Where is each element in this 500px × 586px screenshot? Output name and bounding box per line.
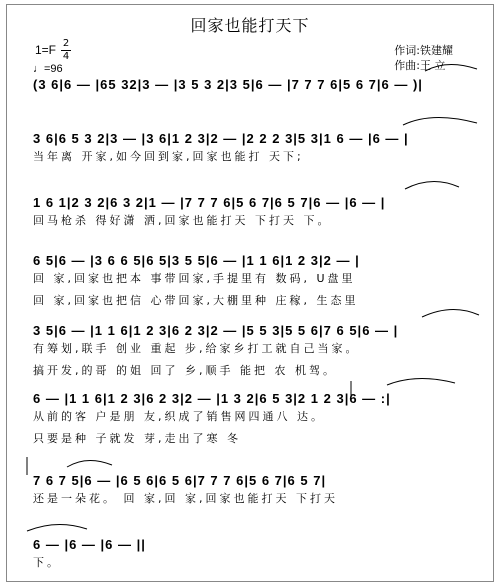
lyric-verse-2: 搞开发,的哥 的姐 回了 乡,顺手 能把 农 机驾。 bbox=[33, 364, 337, 377]
notation-line: 3 6|6 5 3 2|3 — |3 6|1 2 3|2 — |2 2 2 3|5 3|1 6 — |6 — | bbox=[33, 131, 409, 146]
lyric-verse-1: 还是一朵花。 回 家,回 家,回家也能打天 下打天 bbox=[33, 492, 338, 505]
song-title: 回家也能打天下 bbox=[190, 16, 310, 35]
score-line-2 bbox=[33, 131, 409, 164]
notation-line: 6 — |6 — |6 — || bbox=[33, 537, 146, 552]
lyric-verse-1: 回 家,回家也把本 事带回家,手提里有 数码, U盘里 bbox=[33, 272, 356, 285]
notation-line: 6 — |1 1 6|1 2 3|6 2 3|2 — |1 3 2|6 5 3|2 1 2 3|6 — :| bbox=[33, 391, 391, 406]
score-line-1 bbox=[33, 77, 423, 92]
lyric-verse-2: 回 家,回家也把信 心带回家,大棚里种 庄稼, 生态里 bbox=[33, 294, 359, 307]
score-line-5 bbox=[33, 323, 398, 378]
notation-line: 7 6 7 5|6 — |6 5 6|6 5 6|7 7 7 6|5 6 7|6 5 7| bbox=[33, 473, 327, 488]
score-line-7 bbox=[33, 473, 338, 506]
meter-bottom: 4 bbox=[62, 51, 70, 62]
notation-line: 3 5|6 — |1 1 6|1 2 3|6 2 3|2 — |5 5 3|5 5 6|7 6 5|6 — | bbox=[33, 323, 399, 338]
lyric-verse-2: 只要是种 子就发 芽,走出了寒 冬 bbox=[33, 432, 241, 445]
tempo-marking: ♩=96 bbox=[33, 63, 63, 75]
lyric-verse-1: 从前的客 户是朋 友,织成了销售网四通八 达。 bbox=[33, 410, 325, 423]
lyric-verse-1: 有筹划,联手 创业 重起 步,给家乡打工就自己当家。 bbox=[33, 342, 360, 355]
lyricist: 作词:铁建耀 bbox=[394, 44, 453, 57]
lyric-verse-1: 下。 bbox=[33, 556, 61, 569]
composer: 作曲:王 立 bbox=[394, 59, 446, 72]
score-sheet bbox=[6, 4, 494, 582]
credits bbox=[394, 43, 453, 73]
meter-top: 2 bbox=[62, 38, 70, 49]
notation-line: 6 5|6 — |3 6 6 5|6 5|3 5 5|6 — |1 1 6|1 2 3|2 — | bbox=[33, 253, 360, 268]
score-line-8 bbox=[33, 537, 146, 570]
score-line-3 bbox=[33, 195, 385, 228]
lyric-verse-1: 当年离 开家,如今回到家,回家也能打 天下; bbox=[33, 150, 304, 163]
key-signature: 1=F bbox=[35, 43, 57, 57]
score-line-4 bbox=[33, 253, 360, 308]
score-line-6 bbox=[33, 391, 391, 446]
notation-line: 1 6 1|2 3 2|6 3 2|1 — |7 7 7 6|5 6 7|6 5 7|6 — |6 — | bbox=[33, 195, 386, 210]
lyric-verse-1: 回马枪杀 得好潇 洒,回家也能打天 下打天 下。 bbox=[33, 214, 332, 227]
notation-line: (3 6|6 — |65 32|3 — |3 5 3 2|3 5|6 — |7 7 7 6|5 6 7|6 — )| bbox=[33, 77, 423, 92]
time-signature bbox=[61, 39, 71, 62]
